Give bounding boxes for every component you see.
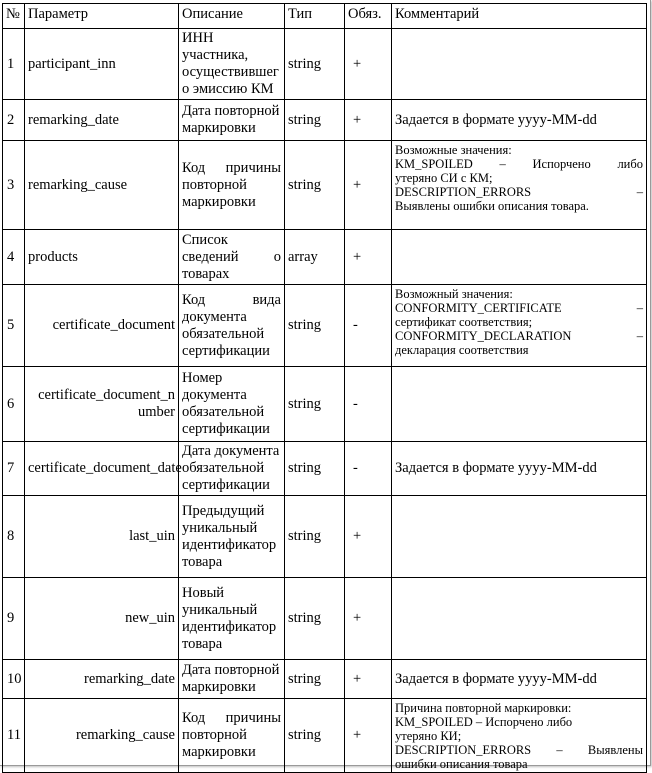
parameters-table xyxy=(2,3,647,773)
row-description: Дата документа обязательной сертификации xyxy=(179,442,285,496)
row-param: participant_inn xyxy=(25,29,179,100)
row-param: certificate_document_n umber xyxy=(25,367,179,442)
row-param: new_uin xyxy=(25,578,179,660)
row-number: 2 xyxy=(3,100,25,141)
row-type: string xyxy=(285,29,345,100)
table-row xyxy=(3,578,647,660)
row-description: Код причины повторной маркировки xyxy=(179,699,285,773)
row-description: Дата повторной маркировки xyxy=(179,660,285,699)
row-number: 6 xyxy=(3,367,25,442)
row-param: remarking_cause xyxy=(25,141,179,230)
row-description: Номер документа обязательной сертификации xyxy=(179,367,285,442)
row-comment: Возможный значения: CONFORMITY_CERTIFICATE – сертификат соответствия; CONFORMITY_DECLARATION – декларация соответствия xyxy=(392,285,647,367)
row-param: remarking_date xyxy=(25,100,179,141)
table-row xyxy=(3,141,647,230)
header-type: Тип xyxy=(285,4,345,29)
row-param: certificate_document xyxy=(25,285,179,367)
row-number: 1 xyxy=(3,29,25,100)
table-row xyxy=(3,496,647,578)
row-required: - xyxy=(345,367,392,442)
row-number: 3 xyxy=(3,141,25,230)
row-description: Код вида документа обязательной сертификации xyxy=(179,285,285,367)
row-param: certificate_document_date xyxy=(25,442,179,496)
row-number: 4 xyxy=(3,230,25,285)
row-param: remarking_date xyxy=(25,660,179,699)
table-row xyxy=(3,100,647,141)
row-description: Список сведений о товарах xyxy=(179,230,285,285)
row-type: string xyxy=(285,442,345,496)
row-number: 5 xyxy=(3,285,25,367)
row-number: 7 xyxy=(3,442,25,496)
row-required: - xyxy=(345,285,392,367)
row-description: Код причины повторной маркировки xyxy=(179,141,285,230)
row-required: + xyxy=(345,29,392,100)
row-required: + xyxy=(345,699,392,773)
row-type: string xyxy=(285,660,345,699)
row-description: Новый уникальный идентификатор товара xyxy=(179,578,285,660)
header-param: Параметр xyxy=(25,4,179,29)
row-param: products xyxy=(25,230,179,285)
row-description: Предыдущий уникальный идентификатор товара xyxy=(179,496,285,578)
row-comment: Задается в формате yyyy-MM-dd xyxy=(392,100,647,141)
row-required: + xyxy=(345,660,392,699)
row-comment xyxy=(392,496,647,578)
row-required: + xyxy=(345,230,392,285)
row-number: 9 xyxy=(3,578,25,660)
row-number: 10 xyxy=(3,660,25,699)
row-comment xyxy=(392,29,647,100)
row-param: last_uin xyxy=(25,496,179,578)
row-param: remarking_cause xyxy=(25,699,179,773)
table-row xyxy=(3,230,647,285)
row-description: ИНН участника, осуществившег о эмиссию КМ xyxy=(179,29,285,100)
row-required: + xyxy=(345,496,392,578)
row-number: 8 xyxy=(3,496,25,578)
row-type: string xyxy=(285,285,345,367)
row-comment xyxy=(392,367,647,442)
row-type: string xyxy=(285,141,345,230)
row-number: 11 xyxy=(3,699,25,773)
table-row xyxy=(3,367,647,442)
row-required: + xyxy=(345,578,392,660)
row-type: string xyxy=(285,367,345,442)
table-header-row xyxy=(3,4,647,29)
table-row xyxy=(3,442,647,496)
table-row xyxy=(3,660,647,699)
header-comment: Комментарий xyxy=(392,4,647,29)
row-comment: Возможные значения: KM_SPOILED – Испорчено либо утеряно СИ с КМ; DESCRIPTION_ERRORS – Выявлены ошибки описания товара. xyxy=(392,141,647,230)
row-description: Дата повторной маркировки xyxy=(179,100,285,141)
row-comment: Причина повторной маркировки: KM_SPOILED – Испорчено либо утеряно КИ; DESCRIPTION_ERRORS – Выявлены ошибки описания товара xyxy=(392,699,647,773)
row-comment xyxy=(392,230,647,285)
row-type: array xyxy=(285,230,345,285)
header-description: Описание xyxy=(179,4,285,29)
table-row xyxy=(3,699,647,773)
row-comment: Задается в формате yyyy-MM-dd xyxy=(392,442,647,496)
row-required: + xyxy=(345,100,392,141)
header-required: Обяз. xyxy=(345,4,392,29)
row-required: + xyxy=(345,141,392,230)
table-row xyxy=(3,285,647,367)
row-type: string xyxy=(285,100,345,141)
row-type: string xyxy=(285,496,345,578)
row-type: string xyxy=(285,699,345,773)
row-required: - xyxy=(345,442,392,496)
table-row xyxy=(3,29,647,100)
row-comment: Задается в формате yyyy-MM-dd xyxy=(392,660,647,699)
row-comment xyxy=(392,578,647,660)
header-num: № xyxy=(3,4,25,29)
row-type: string xyxy=(285,578,345,660)
